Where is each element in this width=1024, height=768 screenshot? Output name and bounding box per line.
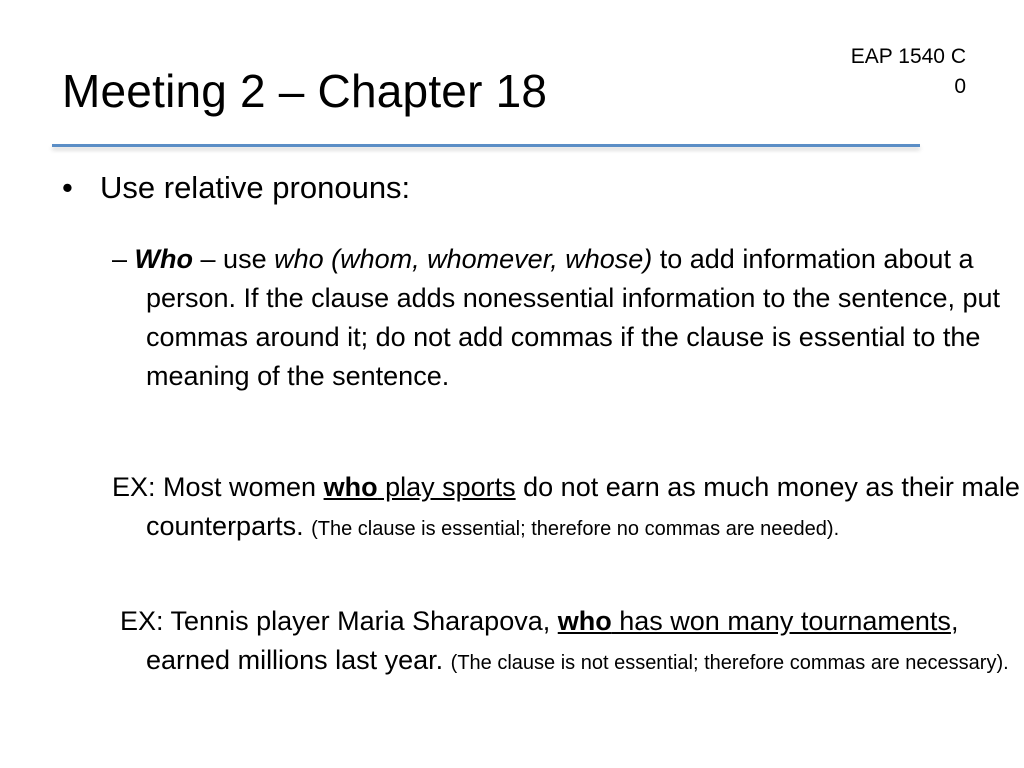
- term-who: Who: [134, 244, 194, 274]
- example-essential: [112, 468, 1024, 546]
- example-nonessential: [120, 602, 1024, 680]
- pronoun-forms: who (whom, whomever, whose): [274, 244, 653, 274]
- course-tag-line2: 0: [954, 75, 966, 98]
- example1-rest: do not earn as much money as their male counterparts.: [146, 472, 1020, 541]
- example2-clause: has won many tournaments: [611, 606, 951, 636]
- course-tag: [826, 42, 966, 102]
- bullet-relative-pronouns: [62, 166, 410, 210]
- example1-pronoun: who: [323, 472, 378, 502]
- example1-prefix: EX: Most women: [112, 472, 324, 502]
- example1-clause: play sports: [377, 472, 516, 502]
- course-tag-line1: EAP 1540 C: [850, 45, 966, 68]
- example2-pronoun: who: [557, 606, 612, 636]
- sub-bullet-who: [112, 240, 1024, 396]
- slide-title: Meeting 2 – Chapter 18: [62, 65, 548, 117]
- example2-note: (The clause is not essential; therefore commas are necessary).: [450, 652, 1009, 674]
- bullet-marker: •: [62, 170, 73, 205]
- example2-prefix: EX: Tennis player Maria Sharapova,: [120, 606, 558, 636]
- bullet-text: Use relative pronouns:: [100, 170, 411, 205]
- term-separator: – use: [193, 244, 275, 274]
- title-divider: [52, 144, 920, 147]
- sub-bullet-dash: –: [112, 244, 128, 274]
- example1-note: (The clause is essential; therefore no commas are needed).: [311, 518, 840, 540]
- sub-bullet-rest: to add information about a person. If the clause adds nonessential information to the sentence, put commas around it; do not add commas if the clause is essential to the meaning of the sentence.: [146, 244, 1001, 391]
- example2-rest: , earned millions last year.: [146, 606, 959, 675]
